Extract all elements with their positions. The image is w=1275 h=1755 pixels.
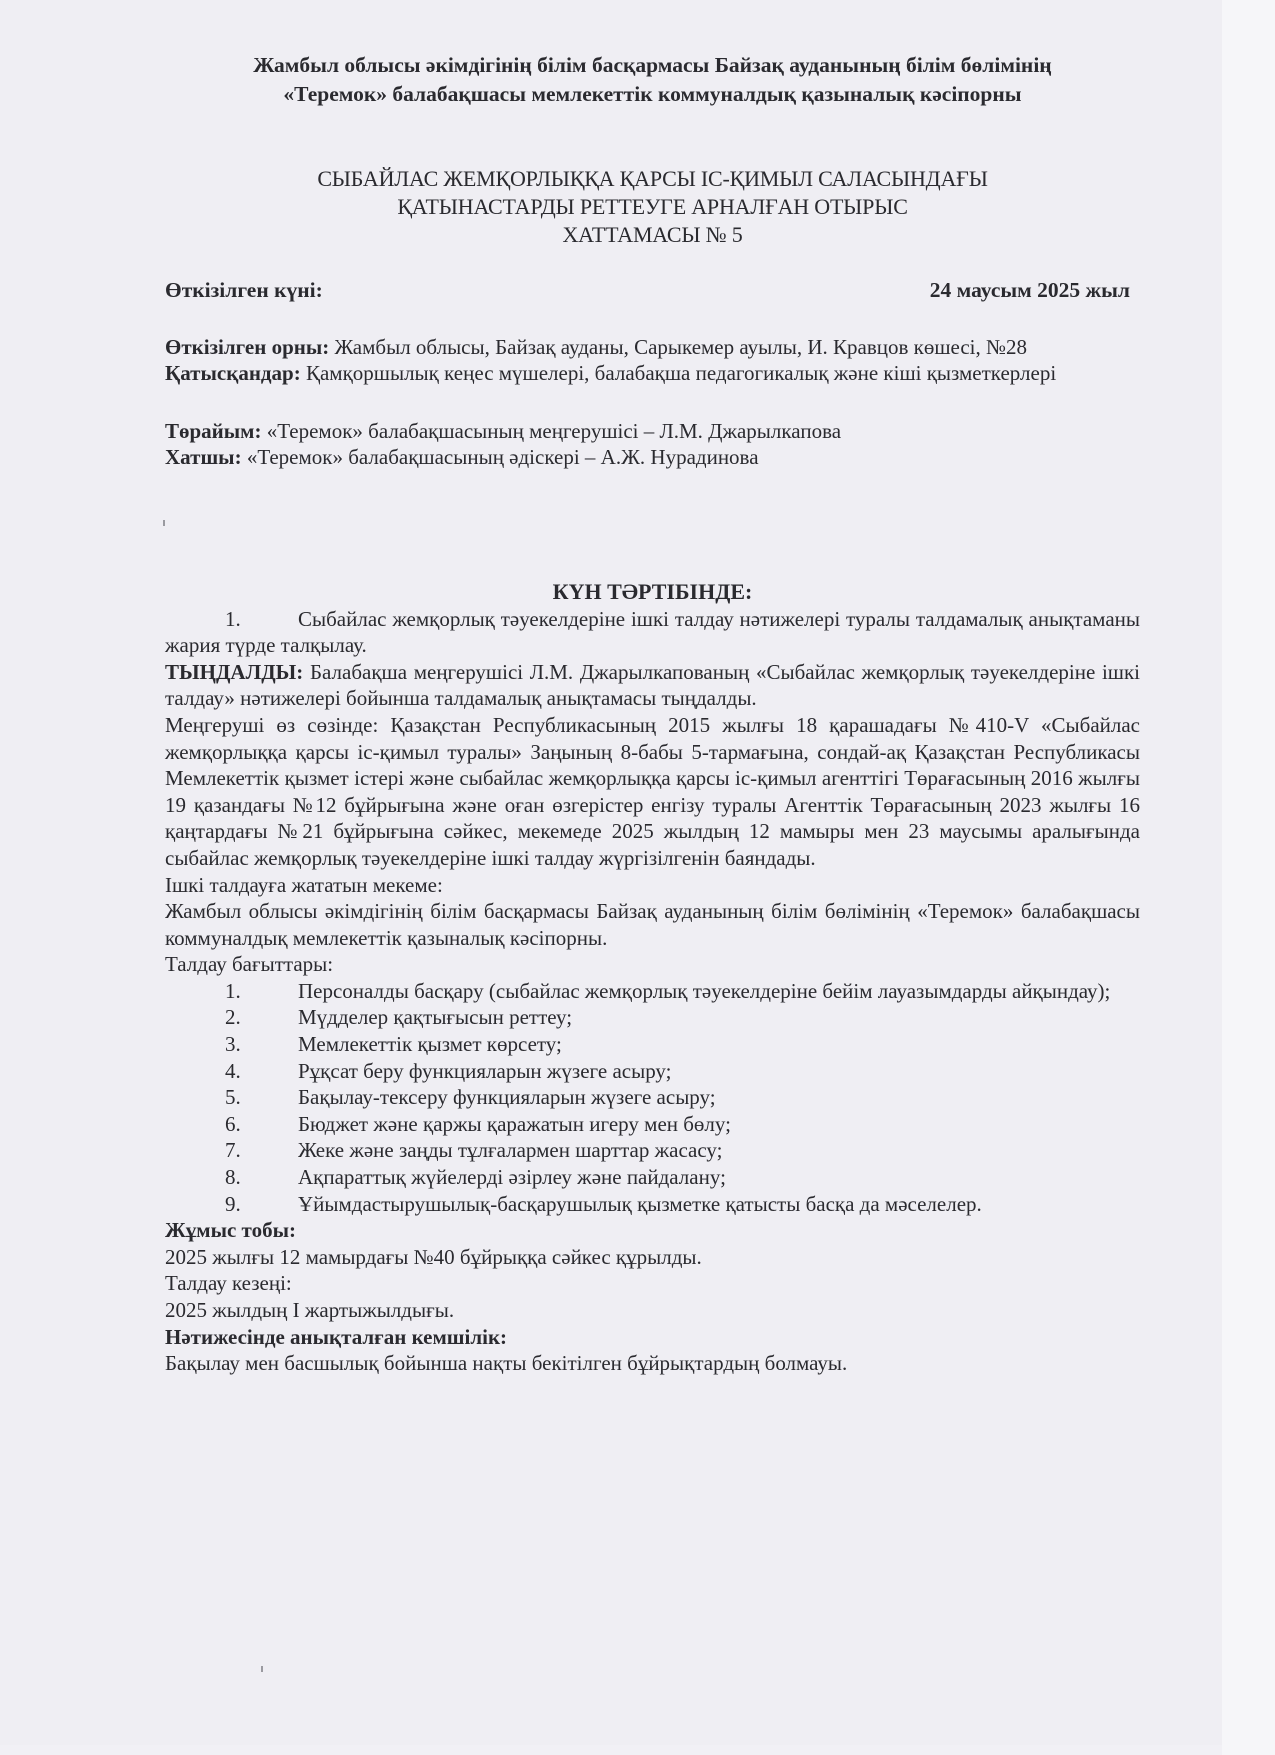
direction-number: 6. [225,1111,241,1136]
directions-label: Талдау бағыттары: [165,952,334,977]
meeting-date-row [165,277,1140,304]
workgroup-label [165,1217,1140,1244]
secretary-label: Хатшы: [165,445,242,470]
direction-item [165,1058,1140,1085]
document-body [165,51,1140,1377]
direction-text: Ұйымдастырушылық-басқарушылық қызметке қатысты басқа да мәселелер. [298,1191,982,1216]
period-value: 2025 жылдың І жартыжылдығы. [165,1298,455,1322]
chair-value: «Теремок» балабақшасының меңгерушісі – Л.М. Джарылкапова [266,418,842,443]
document-title [165,165,1140,249]
date-label: Өткізілген күні: [165,278,323,302]
place-label: Өткізілген орны: [165,334,330,359]
heard-section [165,659,1140,712]
organization-name-line2: «Теремок» балабақшасы мемлекеттік коммуналдық қазыналық кәсіпорны [283,82,1022,106]
meeting-place [165,334,1140,361]
direction-text: Бюджет және қаржы қаражатын игеру мен бөлу; [298,1111,731,1136]
participants-value: Қамқоршылық кеңес мүшелері, балабақша педагогикалық және кіші қызметкерлері [305,361,1057,386]
direction-item [165,1164,1140,1191]
workgroup-label-text: Жұмыс тобы: [165,1218,296,1243]
organization-name-line1: Жамбыл облысы әкімдігінің білім басқармасы Байзақ ауданының білім бөлімінің [253,53,1052,77]
agenda-item-text: Сыбайлас жемқорлық тәуекелдеріне ішкі талдау нәтижелері туралы талдамалық анықтаманы жария түрде талқылау. [165,606,1140,658]
agenda-item [165,606,1140,659]
finding-label [165,1324,1140,1351]
direction-number: 4. [225,1058,241,1083]
chair-label: Төрайым: [165,418,262,443]
entity-value: Жамбыл облысы әкімдігінің білім басқармасы Байзақ ауданының білім бөлімінің «Теремок» балабақшасы коммуналдық мемлекеттік қазыналық кәсіпорны. [165,899,1140,950]
direction-number: 7. [225,1138,241,1163]
participants-label: Қатысқандар: [165,361,301,386]
speech-paragraph: Меңгеруші өз сөзінде: Қазақстан Республикасының 2015 жылғы 18 қарашадағы №410-V «Сыбайлас жемқорлыққа қарсы іс-қимыл туралы» Заңының 8-бабы 5-тармағына, сондай-ақ Қазақстан Республикасы Мемлекеттік қызмет істері және сыбайлас жемқорлыққа қарсы іс-қимыл агенттігі Төрағасының 2016 жылғы 19 қазандағы №12 бұйрығына және оған өзгерістер енгізу туралы Агенттік Төрағасының 2023 жылғы 16 қаңтардағы №21 бұйрығына сәйкес, мекемеде 2025 жылдың 12 мамыры мен 23 маусымы аралығында сыбайлас жемқорлық тәуекелдеріне ішкі талдау жүргізілгенін баяндады. [165,712,1140,870]
title-line3: ХАТТАМАСЫ № 5 [562,222,743,247]
direction-item [165,1137,1140,1164]
direction-number: 3. [225,1032,241,1057]
direction-number: 2. [225,1005,241,1030]
date-value: 24 маусым 2025 жыл [929,278,1130,302]
title-line2: ҚАТЫНАСТАРДЫ РЕТТЕУГЕ АРНАЛҒАН ОТЫРЫС [397,194,908,219]
direction-text: Рұқсат беру функцияларын жүзеге асыру; [298,1058,672,1083]
direction-number: 8. [225,1165,241,1190]
heard-label: ТЫҢДАЛДЫ: [165,659,304,684]
scanner-margin [1222,0,1275,1755]
direction-text: Мүдделер қақтығысын реттеу; [298,1005,573,1030]
participants [165,360,1140,387]
direction-item [165,1111,1140,1138]
heard-text: Балабақша меңгерушісі Л.М. Джарылкапованың «Сыбайлас жемқорлық тәуекелдеріне ішкі талдау» нәтижелері бойынша талдамалық анықтамасы тыңдалды. [165,659,1140,711]
directions-list [165,1004,1140,1217]
secretary-value: «Теремок» балабақшасының әдіскері – А.Ж. Нурадинова [246,445,759,470]
direction-text: Персоналды басқару (сыбайлас жемқорлық тәуекелдеріне бейім лауазымдарды айқындау); [298,978,1111,1003]
entity-label: Ішкі талдауға жататын мекеме: [165,872,443,897]
title-line1: СЫБАЙЛАС ЖЕМҚОРЛЫҚҚА ҚАРСЫ ІС-ҚИМЫЛ САЛАСЫНДАҒЫ [317,166,988,191]
direction-number: 9. [225,1191,241,1216]
period-label: Талдау кезеңі: [165,1271,292,1296]
workgroup-value: 2025 жылғы 12 мамырдағы №40 бұйрыққа сәйкес құрылды. [165,1244,702,1269]
secretary [165,444,1140,471]
scan-speck [261,1666,263,1672]
direction-text: Мемлекеттік қызмет көрсету; [298,1032,562,1057]
chairperson [165,418,1140,445]
direction-text: Ақпараттық жүйелерді әзірлеу және пайдалану; [298,1165,726,1190]
direction-number: 5. [225,1085,241,1110]
direction-item [165,1191,1140,1218]
agenda-item-number: 1. [225,606,241,631]
direction-item [165,1031,1140,1058]
place-value: Жамбыл облысы, Байзақ ауданы, Сарыкемер ауылы, И. Кравцов көшесі, №28 [334,334,1028,359]
finding-value: Бақылау мен басшылық бойынша нақты бекітілген бұйрықтардың болмауы. [165,1351,848,1376]
direction-text: Жеке және заңды тұлғалармен шарттар жасасу; [298,1138,723,1163]
direction-item [165,1004,1140,1031]
direction-text: Бақылау-тексеру функцияларын жүзеге асыру; [298,1085,716,1110]
direction-item [165,1084,1140,1111]
direction-item [165,978,1140,1005]
direction-number: 1. [225,978,241,1003]
agenda-title: КҮН ТӘРТІБІНДЕ: [552,578,753,604]
finding-label-text: Нәтижесінде анықталған кемшілік: [165,1324,508,1349]
